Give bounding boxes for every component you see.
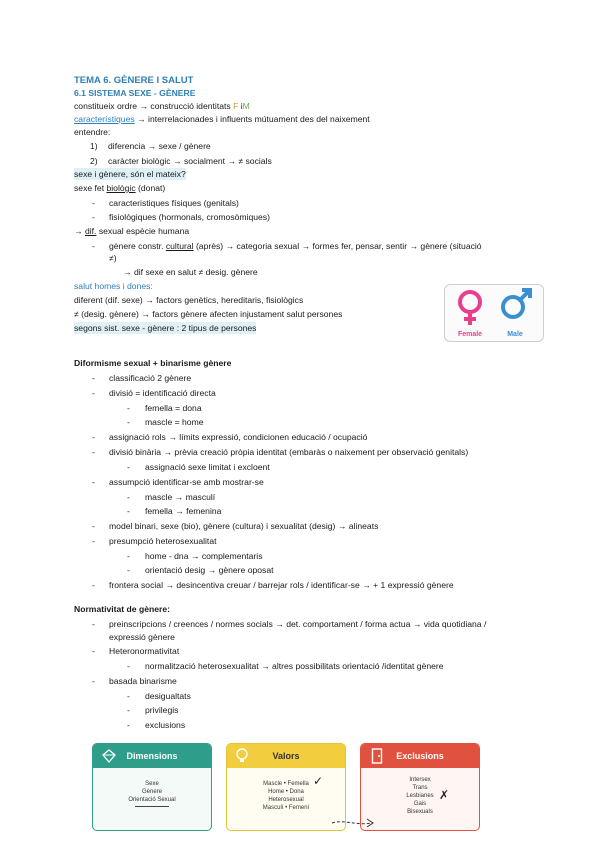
- bullet-dash: -: [127, 551, 130, 561]
- bullet-dash: -: [92, 212, 95, 222]
- text-line: classificació 2 gènere: [109, 373, 192, 383]
- text-line: mascle → masculí: [145, 492, 216, 502]
- text-line: orientació desig → gènere oposat: [145, 565, 274, 575]
- dimensions-card: [92, 743, 212, 831]
- gender-symbols-svg: [445, 285, 543, 341]
- text-line: divisió = identificació directa: [109, 388, 216, 398]
- dimensions-item: Orientació Sexual: [128, 797, 176, 803]
- text-line: presumpció heterosexualitat: [109, 536, 217, 546]
- text-line: femella = dona: [145, 403, 202, 413]
- text-line: sexe fet biològic (donat): [74, 183, 166, 193]
- bullet-dash: -: [92, 580, 95, 590]
- text-line: assumpció identificar-se amb mostrar-se: [109, 477, 264, 487]
- bullet-dash: -: [127, 565, 130, 575]
- check-mark-icon: ✓: [313, 774, 324, 788]
- bullet-dash: -: [127, 705, 130, 715]
- dimensions-list: [93, 768, 211, 807]
- list-number: 1): [90, 141, 98, 151]
- valors-item: Heterosexual: [268, 797, 304, 803]
- dimensions-item: Gènere: [141, 789, 162, 795]
- text-line: preinscripcions / creences / normes socials → det. comportament / forma actua → vida quotidiana /: [109, 619, 487, 629]
- exclusions-header: [361, 744, 479, 768]
- text-line: diferencia → sexe / gènere: [108, 141, 211, 151]
- lightbulb-icon: [235, 748, 249, 766]
- bullet-dash: -: [127, 403, 130, 413]
- bullet-dash: -: [92, 241, 95, 251]
- bullet-dash: -: [92, 373, 95, 383]
- subheading: Normativitat de gènere:: [74, 604, 170, 614]
- bullet-dash: -: [92, 536, 95, 546]
- subheading: Diformisme sexual + binarisme gènere: [74, 358, 232, 368]
- bullet-dash: -: [127, 691, 130, 701]
- text-line: ≠): [109, 253, 117, 263]
- text-line: → dif. sexual espècie humana: [74, 226, 190, 236]
- bullet-dash: -: [92, 432, 95, 442]
- bullet-dash: -: [127, 506, 130, 516]
- diamond-icon: [102, 749, 116, 765]
- text-line: home - dna → complementaris: [145, 551, 263, 561]
- list-number: 2): [90, 156, 98, 166]
- dimensions-header: [93, 744, 211, 768]
- text-line: entendre:: [74, 127, 111, 137]
- bullet-dash: -: [92, 198, 95, 208]
- text-line: privilegis: [145, 705, 179, 715]
- exclusions-title: Exclusions: [396, 751, 444, 761]
- handwritten-arrow-icon: [330, 816, 380, 830]
- bullet-dash: -: [92, 477, 95, 487]
- text-line: Heteronormativitat: [109, 646, 180, 656]
- text-line: femella → femenina: [145, 506, 222, 516]
- text-line: exclusions: [145, 720, 186, 730]
- text-line: desigualtats: [145, 691, 191, 701]
- text-line: característiques → interrelacionades i influents mútuament des del naixement: [74, 114, 370, 124]
- text-line: caracteristiques físiques (genitals): [109, 198, 239, 208]
- section-heading: 6.1 SISTEMA SEXE - GÈNERE: [74, 88, 196, 98]
- valors-list: [227, 768, 345, 812]
- dimensions-title: Dimensions: [126, 751, 178, 761]
- valors-title: Valors: [272, 751, 300, 761]
- text-line: basada binarisme: [109, 676, 177, 686]
- bullet-dash: -: [92, 521, 95, 531]
- valors-item: Home • Dona: [268, 789, 304, 795]
- bullet-dash: -: [92, 676, 95, 686]
- handwritten-underline: [135, 806, 169, 807]
- text-line: diferent (dif. sexe) → factors genètics, hereditaris, fisiològics: [74, 295, 304, 305]
- female-venus-icon: [460, 292, 480, 325]
- exclusions-item: Trans: [412, 785, 428, 791]
- bullet-dash: -: [127, 720, 130, 730]
- dimensions-item: Sexe: [145, 781, 159, 787]
- text-line: mascle = home: [145, 417, 204, 427]
- text-line: gènere constr. cultural (après) → categoria sexual → formes fer, pensar, sentir → gènere (situació: [109, 241, 482, 251]
- gender-symbols-image: [444, 284, 544, 342]
- bullet-dash: -: [127, 492, 130, 502]
- valors-header: [227, 744, 345, 768]
- exclusions-item: Lesbianes: [406, 793, 434, 799]
- male-mars-icon: [503, 290, 530, 317]
- valors-card: [226, 743, 346, 831]
- text-line: expressió gènere: [109, 632, 175, 642]
- valors-item: Mascle • Femella: [263, 781, 309, 787]
- text-line: → dif sexe en salut ≠ desig. gènere: [123, 267, 258, 277]
- doc-title: TEMA 6. GÈNERE I SALUT: [74, 75, 194, 86]
- bullet-dash: -: [127, 417, 130, 427]
- cross-mark-icon: ✗: [439, 788, 450, 802]
- door-icon: [371, 748, 383, 766]
- female-label: Female: [457, 331, 483, 338]
- bullet-dash: -: [92, 447, 95, 457]
- exclusions-item: Intersex: [409, 777, 431, 783]
- bullet-dash: -: [92, 619, 95, 629]
- text-line: sexe i gènere, són el mateix?: [74, 169, 186, 179]
- bullet-dash: -: [127, 661, 130, 671]
- exclusions-item: Gais: [413, 801, 427, 807]
- text-line: frontera social → desincentiva creuar / barrejar rols / identificar-se → + 1 expressió gènere: [109, 580, 454, 590]
- text-line: assignació rols → límits expressió, condicionen educació / ocupació: [109, 432, 368, 442]
- bullet-dash: -: [92, 646, 95, 656]
- text-line: segons sist. sexe - gènere : 2 tipus de persones: [74, 323, 257, 333]
- text-line: normalització heterosexualitat → altres possibilitats orientació /identitat gènere: [145, 661, 444, 671]
- valors-item: Masculí • Femení: [262, 805, 310, 811]
- text-line: salut homes i dones:: [74, 281, 153, 291]
- text-line: fisiològiques (hormonals, cromosòmiques): [109, 212, 270, 222]
- bullet-dash: -: [127, 462, 130, 472]
- text-line: ≠ (desig. gènere) → factors gènere afecten injustament salut persones: [74, 309, 343, 319]
- exclusions-item: Bisexuals: [407, 809, 433, 815]
- text-line: divisió binària → prèvia creació pròpia identitat (embaràs o naixement per observació genitals): [109, 447, 469, 457]
- bullet-dash: -: [92, 388, 95, 398]
- male-label: Male: [507, 331, 523, 338]
- exclusions-list: [361, 768, 479, 816]
- text-line: caràcter biològic → socialment → ≠ socials: [108, 156, 272, 166]
- text-line: assignació sexe limitat i excloent: [145, 462, 270, 472]
- text-line: model binari, sexe (bio), gènere (cultura) i sexualitat (desig) → alineats: [109, 521, 379, 531]
- text-line: constitueix ordre → construcció identitats F iM: [74, 101, 250, 111]
